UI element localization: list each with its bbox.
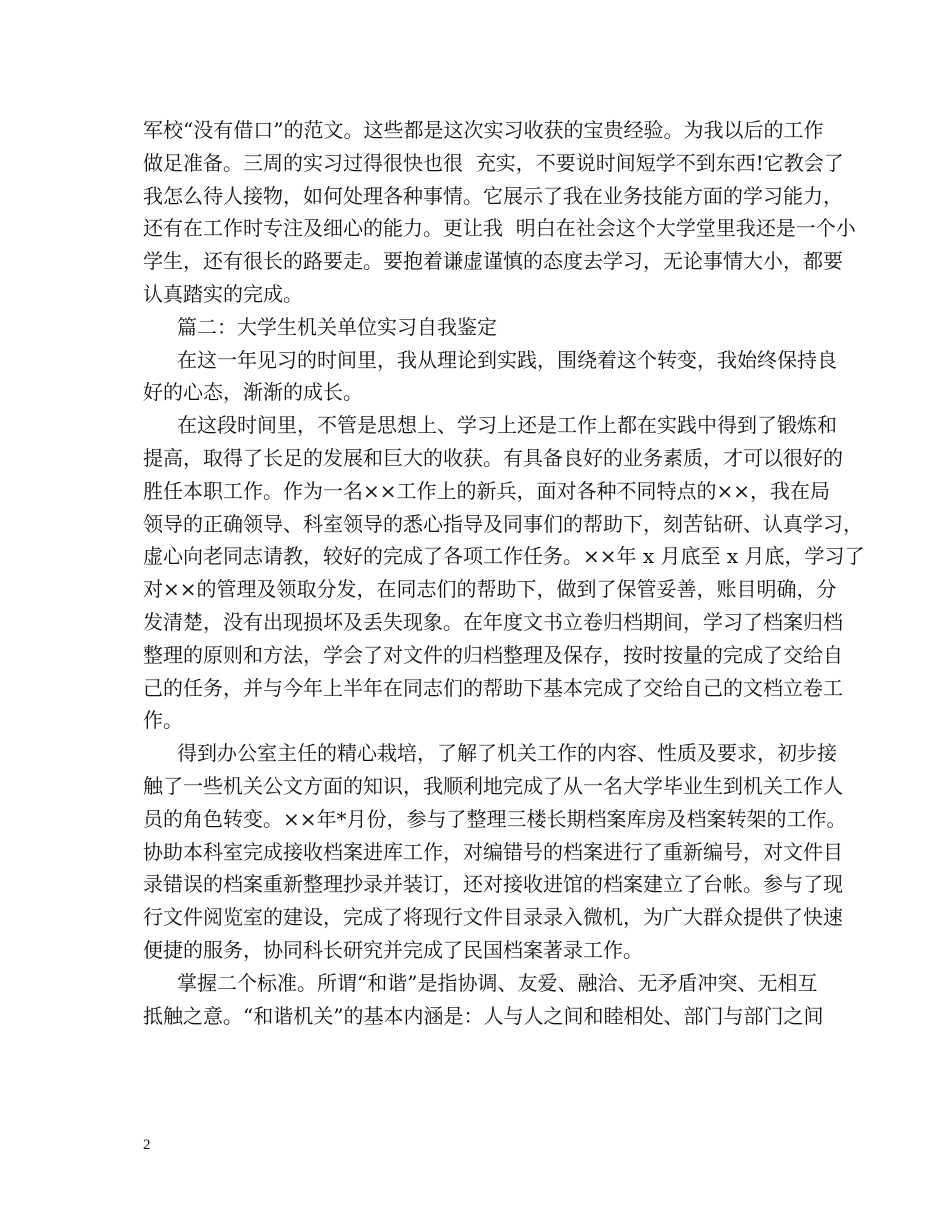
- page-number: 2: [143, 1137, 151, 1153]
- text-line: 员的角色转变。××年*月份，参与了整理三楼长期档案库房及档案转架的工作。: [143, 806, 847, 831]
- text-line: 提高，取得了长足的发展和巨大的收获。有具备良好的业务素质，才可以很好的: [143, 445, 843, 470]
- text-line: 我怎么待人接物，如何处理各种事情。它展示了我在业务技能方面的学习能力，: [143, 183, 843, 208]
- text-line: 胜任本职工作。作为一名××工作上的新兵，面对各种不同特点的××，我在局: [143, 478, 831, 503]
- text-line: 好的心态，渐渐的成长。: [143, 380, 363, 405]
- text-line: 得到办公室主任的精心栽培，了解了机关工作的内容、性质及要求，初步接: [177, 741, 837, 766]
- section-heading: 篇二：大学生机关单位实习自我鉴定: [177, 314, 497, 339]
- text-line: 军校“没有借口”的范文。这些都是这次实习收获的宝贵经验。为我以后的工作: [143, 118, 824, 142]
- text-line: 己的任务，并与今年上半年在同志们的帮助下基本完成了交给自己的文档立卷工: [143, 675, 843, 700]
- text-line: 在这一年见习的时间里，我从理论到实践，围绕着这个转变，我始终保持良: [177, 347, 837, 372]
- text-line: 虚心向老同志请教，较好的完成了各项工作任务。××年 x 月底至 x 月底，学习了: [143, 544, 865, 569]
- text-line: 整理的原则和方法，学会了对文件的归档整理及保存，按时按量的完成了交给自: [143, 642, 843, 667]
- text-line: 做足准备。三周的实习过得很快也很 充实，不要说时间短学不到东西!它教会了: [143, 150, 844, 175]
- text-line: 掌握二个标准。所谓“和谐”是指协调、友爱、融洽、无矛盾冲突、无相互: [177, 970, 818, 995]
- text-line: 学生，还有很长的路要走。要抱着谦虚谨慎的态度去学习，无论事情大小，都要: [143, 249, 843, 274]
- text-line: 对××的管理及领取分发，在同志们的帮助下，做到了保管妥善，账目明确，分: [143, 577, 837, 602]
- text-line: 行文件阅览室的建设，完成了将现行文件目录录入微机，为广大群众提供了快速: [143, 905, 843, 930]
- text-line: 录错误的档案重新整理抄录并装订，还对接收进馆的档案建立了台帐。参与了现: [143, 872, 843, 897]
- text-line: 发清楚，没有出现损坏及丢失现象。在年度文书立卷归档期间，学习了档案归档: [143, 609, 843, 634]
- text-line: 作。: [143, 708, 183, 733]
- document-body: [143, 114, 865, 1032]
- text-line: 还有在工作时专注及细心的能力。更让我 明白在社会这个大学堂里我还是一个小: [143, 216, 856, 241]
- text-line: 便捷的服务，协同科长研究并完成了民国档案著录工作。: [143, 937, 643, 962]
- text-line: 在这段时间里，不管是思想上、学习上还是工作上都在实践中得到了锻炼和: [177, 413, 837, 438]
- text-line: 触了一些机关公文方面的知识，我顺利地完成了从一名大学毕业生到机关工作人: [143, 773, 843, 798]
- text-line: 认真踏实的完成。: [143, 281, 303, 306]
- text-line: 抵触之意。“和谐机关”的基本内涵是：人与人之间和睦相处、部门与部门之间: [143, 1003, 824, 1028]
- text-line: 协助本科室完成接收档案进库工作，对编错号的档案进行了重新编号，对文件目: [143, 839, 843, 864]
- text-line: 领导的正确领导、科室领导的悉心指导及同事们的帮助下，刻苦钻研、认真学习，: [143, 511, 863, 536]
